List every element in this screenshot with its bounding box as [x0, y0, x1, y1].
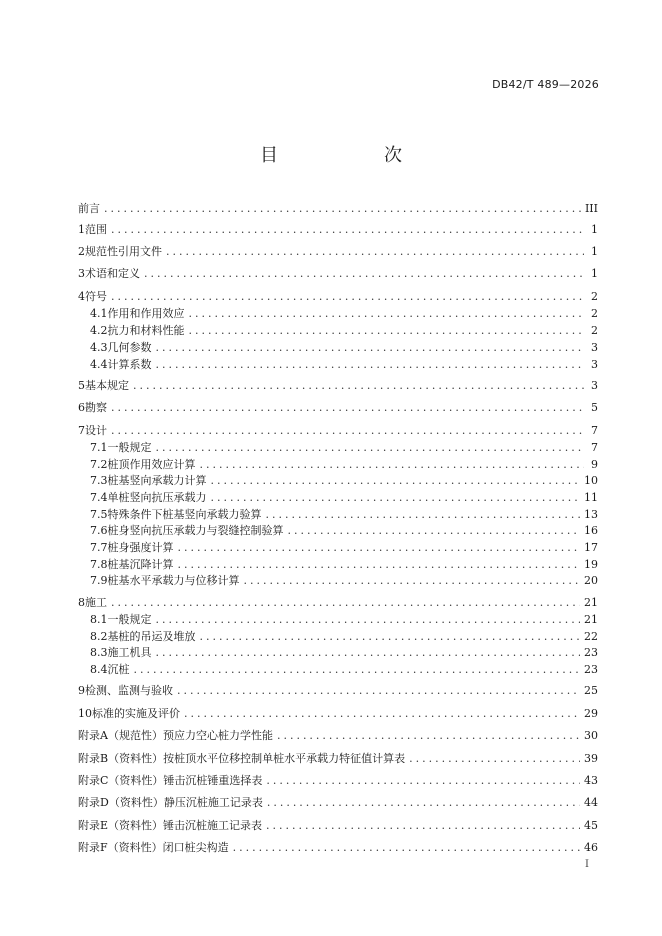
toc-entry[interactable] [78, 472, 598, 488]
toc-entry-number: 8.2 [90, 630, 108, 643]
toc-entry[interactable] [78, 356, 598, 372]
toc-leader-dots [200, 630, 581, 643]
toc-entry[interactable] [78, 399, 598, 415]
toc-entry-number: 7.8 [90, 558, 108, 571]
toc-entry-number: 附录B（资料性） [78, 752, 164, 765]
toc-entry-page: 3 [591, 358, 598, 371]
toc-entry-label: 抗力和材料性能 [107, 324, 185, 337]
toc-entry[interactable] [78, 727, 598, 743]
toc-entry-number: 9 [78, 684, 85, 697]
toc-entry-page: 2 [591, 324, 598, 337]
toc-entry[interactable] [78, 506, 598, 522]
toc-entry-page: 1 [591, 267, 598, 280]
toc-entry-number: 附录C（资料性） [78, 774, 164, 787]
toc-entry-label: 范围 [85, 223, 107, 236]
toc-entry-number: 附录D（资料性） [78, 796, 164, 809]
toc-entry[interactable] [78, 200, 598, 216]
toc-entry[interactable] [78, 594, 598, 610]
toc-entry-number: 1 [78, 223, 85, 236]
toc-entry-label: 几何参数 [107, 341, 152, 354]
toc-entry-page: 17 [584, 541, 598, 554]
toc-entry[interactable] [78, 221, 598, 237]
toc-entry-number: 7.1 [90, 441, 108, 454]
toc-entry-label: 单桩竖向抗压承载力 [107, 491, 207, 504]
toc-entry[interactable] [78, 456, 598, 472]
toc-entry-page: 23 [584, 663, 598, 676]
toc-entry-label: 一般规定 [107, 613, 152, 626]
toc-entry[interactable] [78, 377, 598, 393]
toc-leader-dots [144, 267, 584, 280]
toc-leader-dots [156, 613, 581, 626]
toc-entry-label: 作用和作用效应 [107, 307, 185, 320]
toc-leader-dots [200, 458, 585, 471]
toc-entry-label: 桩身强度计算 [107, 541, 174, 554]
toc-entry-number: 4.2 [90, 324, 108, 337]
toc-entry-page: 5 [591, 401, 598, 414]
toc-entry-label: 计算系数 [107, 358, 152, 371]
toc-entry-label: 特殊条件下桩基竖向承载力验算 [107, 508, 262, 521]
toc-entry-label: 符号 [85, 290, 107, 303]
toc-entry-label: 桩基水平承载力与位移计算 [107, 574, 240, 587]
toc-entry-label: 桩基沉降计算 [107, 558, 174, 571]
toc-entry-number: 附录F（资料性） [78, 841, 163, 854]
toc-leader-dots [288, 524, 581, 537]
toc-entry-page: 3 [591, 341, 598, 354]
toc-leader-dots [111, 401, 584, 414]
toc-leader-dots [178, 558, 581, 571]
toc-entry-page: 9 [591, 458, 598, 471]
document-code: DB42/T 489—2026 [492, 78, 599, 91]
toc-entry-number: 4 [78, 290, 85, 303]
toc-entry-page: 11 [584, 491, 598, 504]
toc-leader-dots [189, 324, 585, 337]
toc-entry-page: III [584, 202, 598, 215]
toc-entry-page: 7 [591, 441, 598, 454]
toc-entry-label: 一般规定 [107, 441, 152, 454]
toc-entry-label: 基本规定 [85, 379, 129, 392]
toc-entry-number: 7 [78, 424, 85, 437]
toc-entry-number: 8 [78, 596, 85, 609]
toc-entry-label: 规范性引用文件 [85, 245, 162, 258]
toc-entry-number: 7.2 [90, 458, 108, 471]
toc-entry[interactable] [78, 611, 598, 627]
toc-entry[interactable] [78, 243, 598, 259]
toc-entry-number: 附录E（资料性） [78, 819, 164, 832]
toc-leader-dots [111, 290, 584, 303]
toc-entry[interactable] [78, 750, 598, 766]
toc-entry-page: 39 [584, 752, 598, 765]
toc-leader-dots [267, 796, 580, 809]
toc-entry[interactable] [78, 661, 598, 677]
toc-entry-label: 锤击沉桩施工记录表 [163, 819, 263, 832]
toc-entry-page: 19 [584, 558, 598, 571]
toc-leader-dots [266, 819, 580, 832]
toc-entry-label: 施工 [85, 596, 107, 609]
toc-leader-dots [244, 574, 581, 587]
toc-entry-label: 按桩顶水平位移控制单桩水平承载力特征值计算表 [163, 752, 406, 765]
toc-entry-label: 标准的实施及评价 [92, 707, 180, 720]
toc-leader-dots [156, 441, 585, 454]
toc-entry-page: 2 [591, 307, 598, 320]
toc-entry-number: 7.3 [90, 474, 108, 487]
page-title: 目 次 [260, 145, 446, 166]
toc-entry[interactable] [78, 556, 598, 572]
toc-leader-dots [133, 379, 584, 392]
toc-entry-label: 术语和定义 [85, 267, 140, 280]
toc-entry[interactable] [78, 644, 598, 660]
toc-leader-dots [111, 424, 584, 437]
toc-entry-page: 1 [591, 223, 598, 236]
toc-entry-page: 30 [584, 729, 598, 742]
toc-leader-dots [134, 663, 581, 676]
toc-entry-number: 7.4 [90, 491, 108, 504]
toc-entry[interactable] [78, 422, 598, 438]
toc-leader-dots [409, 752, 580, 765]
toc-entry-label: 桩顶作用效应计算 [107, 458, 196, 471]
toc-entry-label: 静压沉桩施工记录表 [163, 796, 263, 809]
toc-entry[interactable] [78, 839, 598, 855]
toc-entry-page: 10 [584, 474, 598, 487]
toc-entry-number: 8.3 [90, 646, 108, 659]
toc-entry[interactable] [78, 572, 598, 588]
toc-leader-dots [166, 245, 584, 258]
toc-entry-page: 22 [584, 630, 598, 643]
toc-entry-number: 5 [78, 379, 85, 392]
toc-leader-dots [156, 646, 581, 659]
toc-entry-page: 13 [584, 508, 598, 521]
toc-leader-dots [178, 541, 581, 554]
toc-entry[interactable] [78, 288, 598, 304]
toc-entry-page: 20 [584, 574, 598, 587]
toc-leader-dots [211, 474, 581, 487]
toc-entry-page: 46 [584, 841, 598, 854]
toc-entry-page: 21 [584, 596, 598, 609]
toc-entry[interactable] [78, 522, 598, 538]
toc-entry-number: 7.6 [90, 524, 108, 537]
toc-entry-page: 2 [591, 290, 598, 303]
toc-entry[interactable] [78, 489, 598, 505]
toc-entry[interactable] [78, 265, 598, 281]
toc-entry[interactable] [78, 322, 598, 338]
toc-entry-number: 4.3 [90, 341, 108, 354]
toc-entry-number: 7.7 [90, 541, 108, 554]
toc-leader-dots [111, 596, 580, 609]
toc-entry-page: 21 [584, 613, 598, 626]
toc-entry[interactable] [78, 794, 598, 810]
toc-entry-page: 3 [591, 379, 598, 392]
toc-leader-dots [266, 774, 580, 787]
toc-leader-dots [211, 491, 581, 504]
toc-entry-page: 23 [584, 646, 598, 659]
toc-entry-number: 4.1 [90, 307, 108, 320]
toc-entry-label: 预应力空心桩力学性能 [162, 729, 273, 742]
toc-leader-dots [233, 841, 580, 854]
toc-entry-label: 锤击沉桩锤重选择表 [163, 774, 263, 787]
toc-entry-page: 29 [584, 707, 598, 720]
toc-entry[interactable] [78, 439, 598, 455]
toc-leader-dots [184, 707, 580, 720]
toc-entry[interactable] [78, 772, 598, 788]
toc-entry-label: 设计 [85, 424, 107, 437]
toc-entry-page: 43 [584, 774, 598, 787]
toc-entry-page: 45 [584, 819, 598, 832]
toc-entry[interactable] [78, 682, 598, 698]
toc-entry-number: 8.4 [90, 663, 108, 676]
toc-entry-label: 检测、监测与验收 [85, 684, 173, 697]
toc-entry[interactable] [78, 628, 598, 644]
toc-entry-label: 沉桩 [107, 663, 130, 676]
toc-leader-dots [189, 307, 585, 320]
toc-entry-label: 前言 [78, 202, 100, 215]
toc-entry[interactable] [78, 539, 598, 555]
toc-entry-label: 施工机具 [107, 646, 152, 659]
toc-entry[interactable] [78, 817, 598, 833]
toc-entry-label: 闭口桩尖构造 [162, 841, 229, 854]
toc-entry-number: 8.1 [90, 613, 108, 626]
toc-entry[interactable] [78, 705, 598, 721]
toc-leader-dots [111, 223, 584, 236]
toc-entry-page: 7 [591, 424, 598, 437]
page-number: I [585, 859, 589, 870]
toc-entry-number: 2 [78, 245, 85, 258]
toc-entry-number: 6 [78, 401, 85, 414]
toc-entry-label: 桩身竖向抗压承载力与裂缝控制验算 [107, 524, 284, 537]
toc-entry-page: 1 [591, 245, 598, 258]
toc-leader-dots [266, 508, 581, 521]
toc-entry-number: 4.4 [90, 358, 108, 371]
toc-entry[interactable] [78, 305, 598, 321]
toc-entry-number: 10 [78, 707, 92, 720]
toc-entry-number: 7.5 [90, 508, 108, 521]
toc-entry-number: 附录A（规范性） [78, 729, 163, 742]
toc-leader-dots [277, 729, 580, 742]
toc-leader-dots [156, 341, 585, 354]
toc-entry-page: 16 [584, 524, 598, 537]
toc-entry-number: 7.9 [90, 574, 108, 587]
toc-entry-page: 44 [584, 796, 598, 809]
toc-entry-label: 勘察 [85, 401, 107, 414]
toc-entry-label: 桩基竖向承载力计算 [107, 474, 207, 487]
toc-leader-dots [177, 684, 580, 697]
toc-entry-page: 25 [584, 684, 598, 697]
toc-entry-label: 基桩的吊运及堆放 [107, 630, 196, 643]
toc-leader-dots [104, 202, 581, 215]
toc-leader-dots [156, 358, 585, 371]
toc-entry-number: 3 [78, 267, 85, 280]
toc-entry[interactable] [78, 339, 598, 355]
